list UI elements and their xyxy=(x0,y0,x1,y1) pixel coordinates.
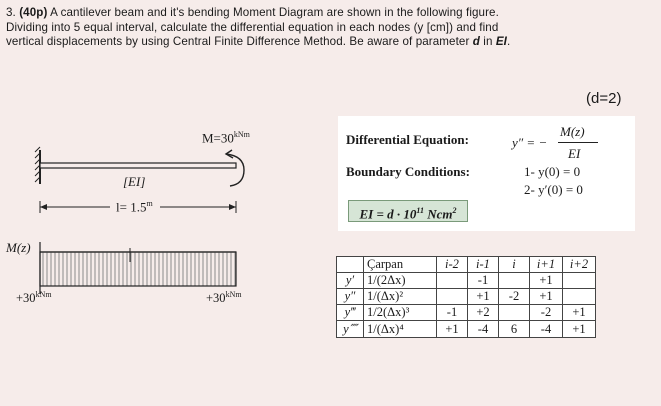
table-row xyxy=(337,321,596,338)
table-cell: 1/(Δx)² xyxy=(364,289,437,305)
table-cell xyxy=(499,305,530,321)
param-ei: EI xyxy=(495,35,507,49)
table-cell: +1 xyxy=(468,289,499,305)
table-row xyxy=(337,273,596,289)
table-cell xyxy=(563,273,596,289)
param-d: d xyxy=(472,35,480,49)
ei-definition: EI = $d \cdot 10^{11}$ Ncm$^2$ xyxy=(348,200,468,222)
moment-arrow-icon xyxy=(226,154,244,186)
table-cell: y⁗ xyxy=(337,321,364,338)
table-header-cell: i xyxy=(499,257,530,273)
table-cell: 1/(Δx)⁴ xyxy=(364,321,437,338)
table-cell: -4 xyxy=(468,321,499,338)
ei-label: [EI] xyxy=(123,174,146,189)
table-cell: +1 xyxy=(563,305,596,321)
bc-label: Boundary Conditions: xyxy=(346,164,470,179)
table-row xyxy=(337,289,596,305)
table-cell xyxy=(437,289,468,305)
question-number: 3. xyxy=(6,6,16,19)
question-line-1-text: A cantilever beam and it's bending Moment Diagram are shown in the following figure. xyxy=(50,6,499,19)
table-cell: 6 xyxy=(499,321,530,338)
moment-diagram-area xyxy=(43,252,235,286)
moment-axis-label: M(z) xyxy=(6,240,31,255)
table-header-cell: i+2 xyxy=(563,257,596,273)
table-cell: -1 xyxy=(468,273,499,289)
length-label: $l= 1.5^m$ xyxy=(116,199,153,215)
fixed-support-icon xyxy=(35,147,40,184)
table-header-cell: i+1 xyxy=(530,257,563,273)
table-cell: 1/(2Δx) xyxy=(364,273,437,289)
moment-load-label: $M=30^{kNm}$ xyxy=(202,130,250,146)
diff-eq-lhs: y″ = − xyxy=(512,135,548,150)
table-cell: +2 xyxy=(468,305,499,321)
bc-2: 2- y′(0) = 0 xyxy=(524,182,583,197)
question-line-2: Dividing into 5 equal interval, calculate the differential equation in each nodes (y [cm]) and find xyxy=(6,20,499,34)
question-points: (40p) xyxy=(19,6,48,19)
table-cell: +1 xyxy=(563,321,596,338)
fraction-bar xyxy=(558,142,598,143)
cantilever-beam xyxy=(40,163,236,168)
diff-eq-numerator: M(z) xyxy=(560,124,585,139)
table-cell: -4 xyxy=(530,321,563,338)
table-cell: +1 xyxy=(437,321,468,338)
table-cell xyxy=(499,273,530,289)
moment-right-value: $+30^{kNm}$ xyxy=(206,290,242,306)
parameter-value: (d=2) xyxy=(586,90,622,107)
table-cell: -2 xyxy=(530,305,563,321)
table-cell xyxy=(437,273,468,289)
moment-left-value: $+30^{kNm}$ xyxy=(16,290,52,306)
table-header-cell: i-2 xyxy=(437,257,468,273)
table-header-cell: Çarpan xyxy=(364,257,437,273)
table-cell: +1 xyxy=(530,273,563,289)
table-header-row xyxy=(337,257,596,273)
table-cell xyxy=(563,289,596,305)
table-row xyxy=(337,305,596,321)
table-cell: 1/2(Δx)³ xyxy=(364,305,437,321)
table-header-cell: i-1 xyxy=(468,257,499,273)
table-cell: -1 xyxy=(437,305,468,321)
bc-1: 1- y(0) = 0 xyxy=(524,164,581,179)
fd-coefficients-table xyxy=(336,256,596,338)
table-cell: -2 xyxy=(499,289,530,305)
table-cell: y‴ xyxy=(337,305,364,321)
table-cell: y″ xyxy=(337,289,364,305)
table-cell: +1 xyxy=(530,289,563,305)
diff-eq-label: Differential Equation: xyxy=(346,132,469,147)
table-cell: y′ xyxy=(337,273,364,289)
table-header-cell xyxy=(337,257,364,273)
question-line-3: vertical displacements by using Central Finite Difference Method. Be aware of parameter d in EI. xyxy=(6,35,511,49)
diff-eq-denominator: EI xyxy=(568,146,581,161)
